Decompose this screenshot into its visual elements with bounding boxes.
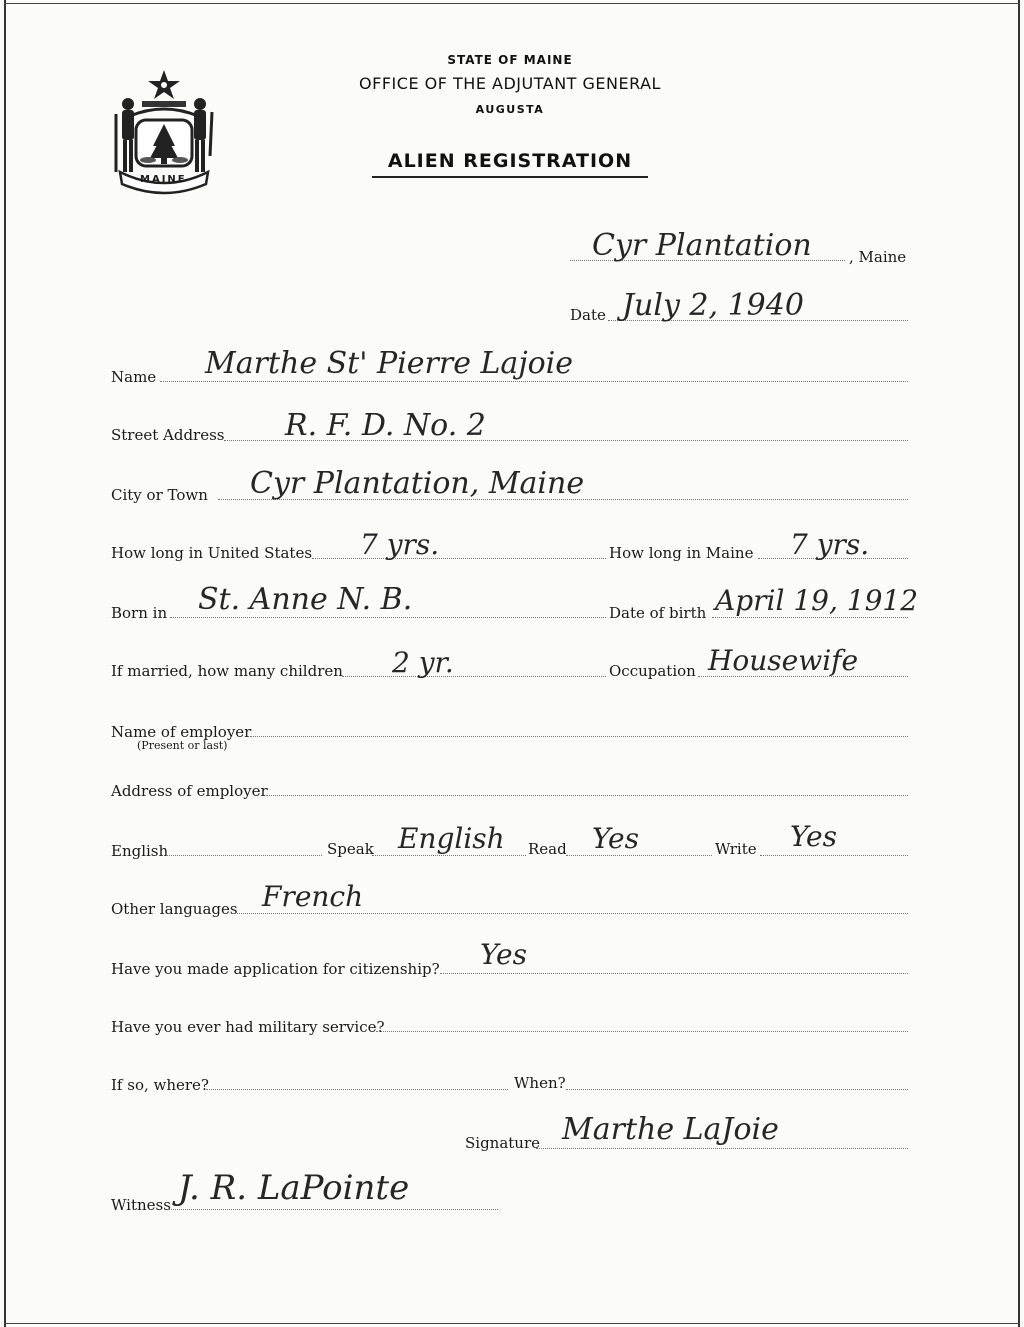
form-title: ALIEN REGISTRATION	[387, 150, 633, 172]
write-line	[760, 855, 908, 856]
english-line	[166, 855, 322, 856]
read-value: Yes	[592, 822, 639, 855]
page-border-left	[4, 0, 6, 1327]
citizenship-label: Have you made application for citizenship?	[111, 960, 440, 978]
how-long-maine-label: How long in Maine	[609, 544, 754, 562]
children-label: If married, how many children	[111, 662, 343, 680]
page-border-bottom	[4, 1323, 1020, 1324]
if-so-where-line	[206, 1089, 508, 1090]
occupation-value: Housewife	[708, 644, 859, 677]
street-address-label: Street Address	[111, 426, 225, 444]
military-line	[376, 1031, 908, 1032]
born-in-value: St. Anne N. B.	[198, 582, 413, 617]
read-line	[566, 855, 712, 856]
when-label: When?	[514, 1074, 566, 1092]
military-label: Have you ever had military service?	[111, 1018, 385, 1036]
name-value: Marthe St' Pierre Lajoie	[205, 346, 574, 381]
if-so-where-label: If so, where?	[111, 1076, 209, 1094]
employer-name-line	[250, 736, 908, 737]
city-heading: AUGUSTA	[475, 103, 545, 116]
employer-note: (Present or last)	[137, 739, 228, 752]
children-line	[342, 676, 606, 677]
name-label: Name	[111, 368, 157, 386]
city-or-town-value: Cyr Plantation, Maine	[250, 466, 585, 501]
date-of-birth-value: April 19, 1912	[715, 584, 919, 617]
speak-value: English	[398, 822, 505, 855]
how-long-us-value: 7 yrs.	[360, 528, 440, 561]
when-line	[566, 1089, 908, 1090]
date-label: Date	[570, 306, 606, 324]
witness-label: Witness	[111, 1196, 171, 1214]
occupation-label: Occupation	[609, 662, 696, 680]
signature-label: Signature	[465, 1134, 541, 1152]
employer-address-line	[266, 795, 908, 796]
speak-label: Speak	[327, 840, 374, 858]
maine-label: , Maine	[849, 248, 907, 266]
other-languages-label: Other languages	[111, 900, 238, 918]
how-long-maine-value: 7 yrs.	[790, 528, 870, 561]
write-value: Yes	[790, 820, 837, 853]
employer-name-label: Name of employer	[111, 723, 252, 741]
write-label: Write	[715, 840, 757, 858]
place-value: Cyr Plantation	[592, 228, 812, 263]
title-underline	[372, 176, 648, 178]
witness-value: J. R. LaPointe	[178, 1168, 410, 1208]
other-languages-line	[232, 913, 908, 914]
street-address-value: R. F. D. No. 2	[285, 408, 486, 443]
witness-line	[168, 1209, 498, 1210]
state-heading: STATE OF MAINE	[447, 53, 573, 67]
english-label: English	[111, 842, 169, 860]
date-value: July 2, 1940	[622, 288, 804, 323]
date-of-birth-label: Date of birth	[609, 604, 707, 622]
read-label: Read	[528, 840, 567, 858]
other-languages-value: French	[262, 880, 364, 913]
how-long-us-label: How long in United States	[111, 544, 313, 562]
born-in-label: Born in	[111, 604, 168, 622]
seal-banner-text: MAINE	[140, 174, 187, 185]
office-heading: OFFICE OF THE ADJUTANT GENERAL	[359, 74, 661, 93]
citizenship-value: Yes	[480, 938, 527, 971]
signature-value: Marthe LaJoie	[562, 1112, 779, 1147]
children-value: 2 yr.	[392, 646, 454, 679]
name-line	[160, 381, 908, 382]
how-long-us-line	[312, 558, 606, 559]
citizenship-line	[440, 973, 908, 974]
signature-line	[536, 1148, 908, 1149]
city-or-town-label: City or Town	[111, 486, 208, 504]
page-border-right	[1018, 0, 1020, 1327]
date-of-birth-line	[712, 617, 908, 618]
employer-address-label: Address of employer	[111, 782, 268, 800]
speak-line	[372, 855, 526, 856]
page-border-top	[4, 3, 1020, 4]
born-in-line	[170, 617, 606, 618]
